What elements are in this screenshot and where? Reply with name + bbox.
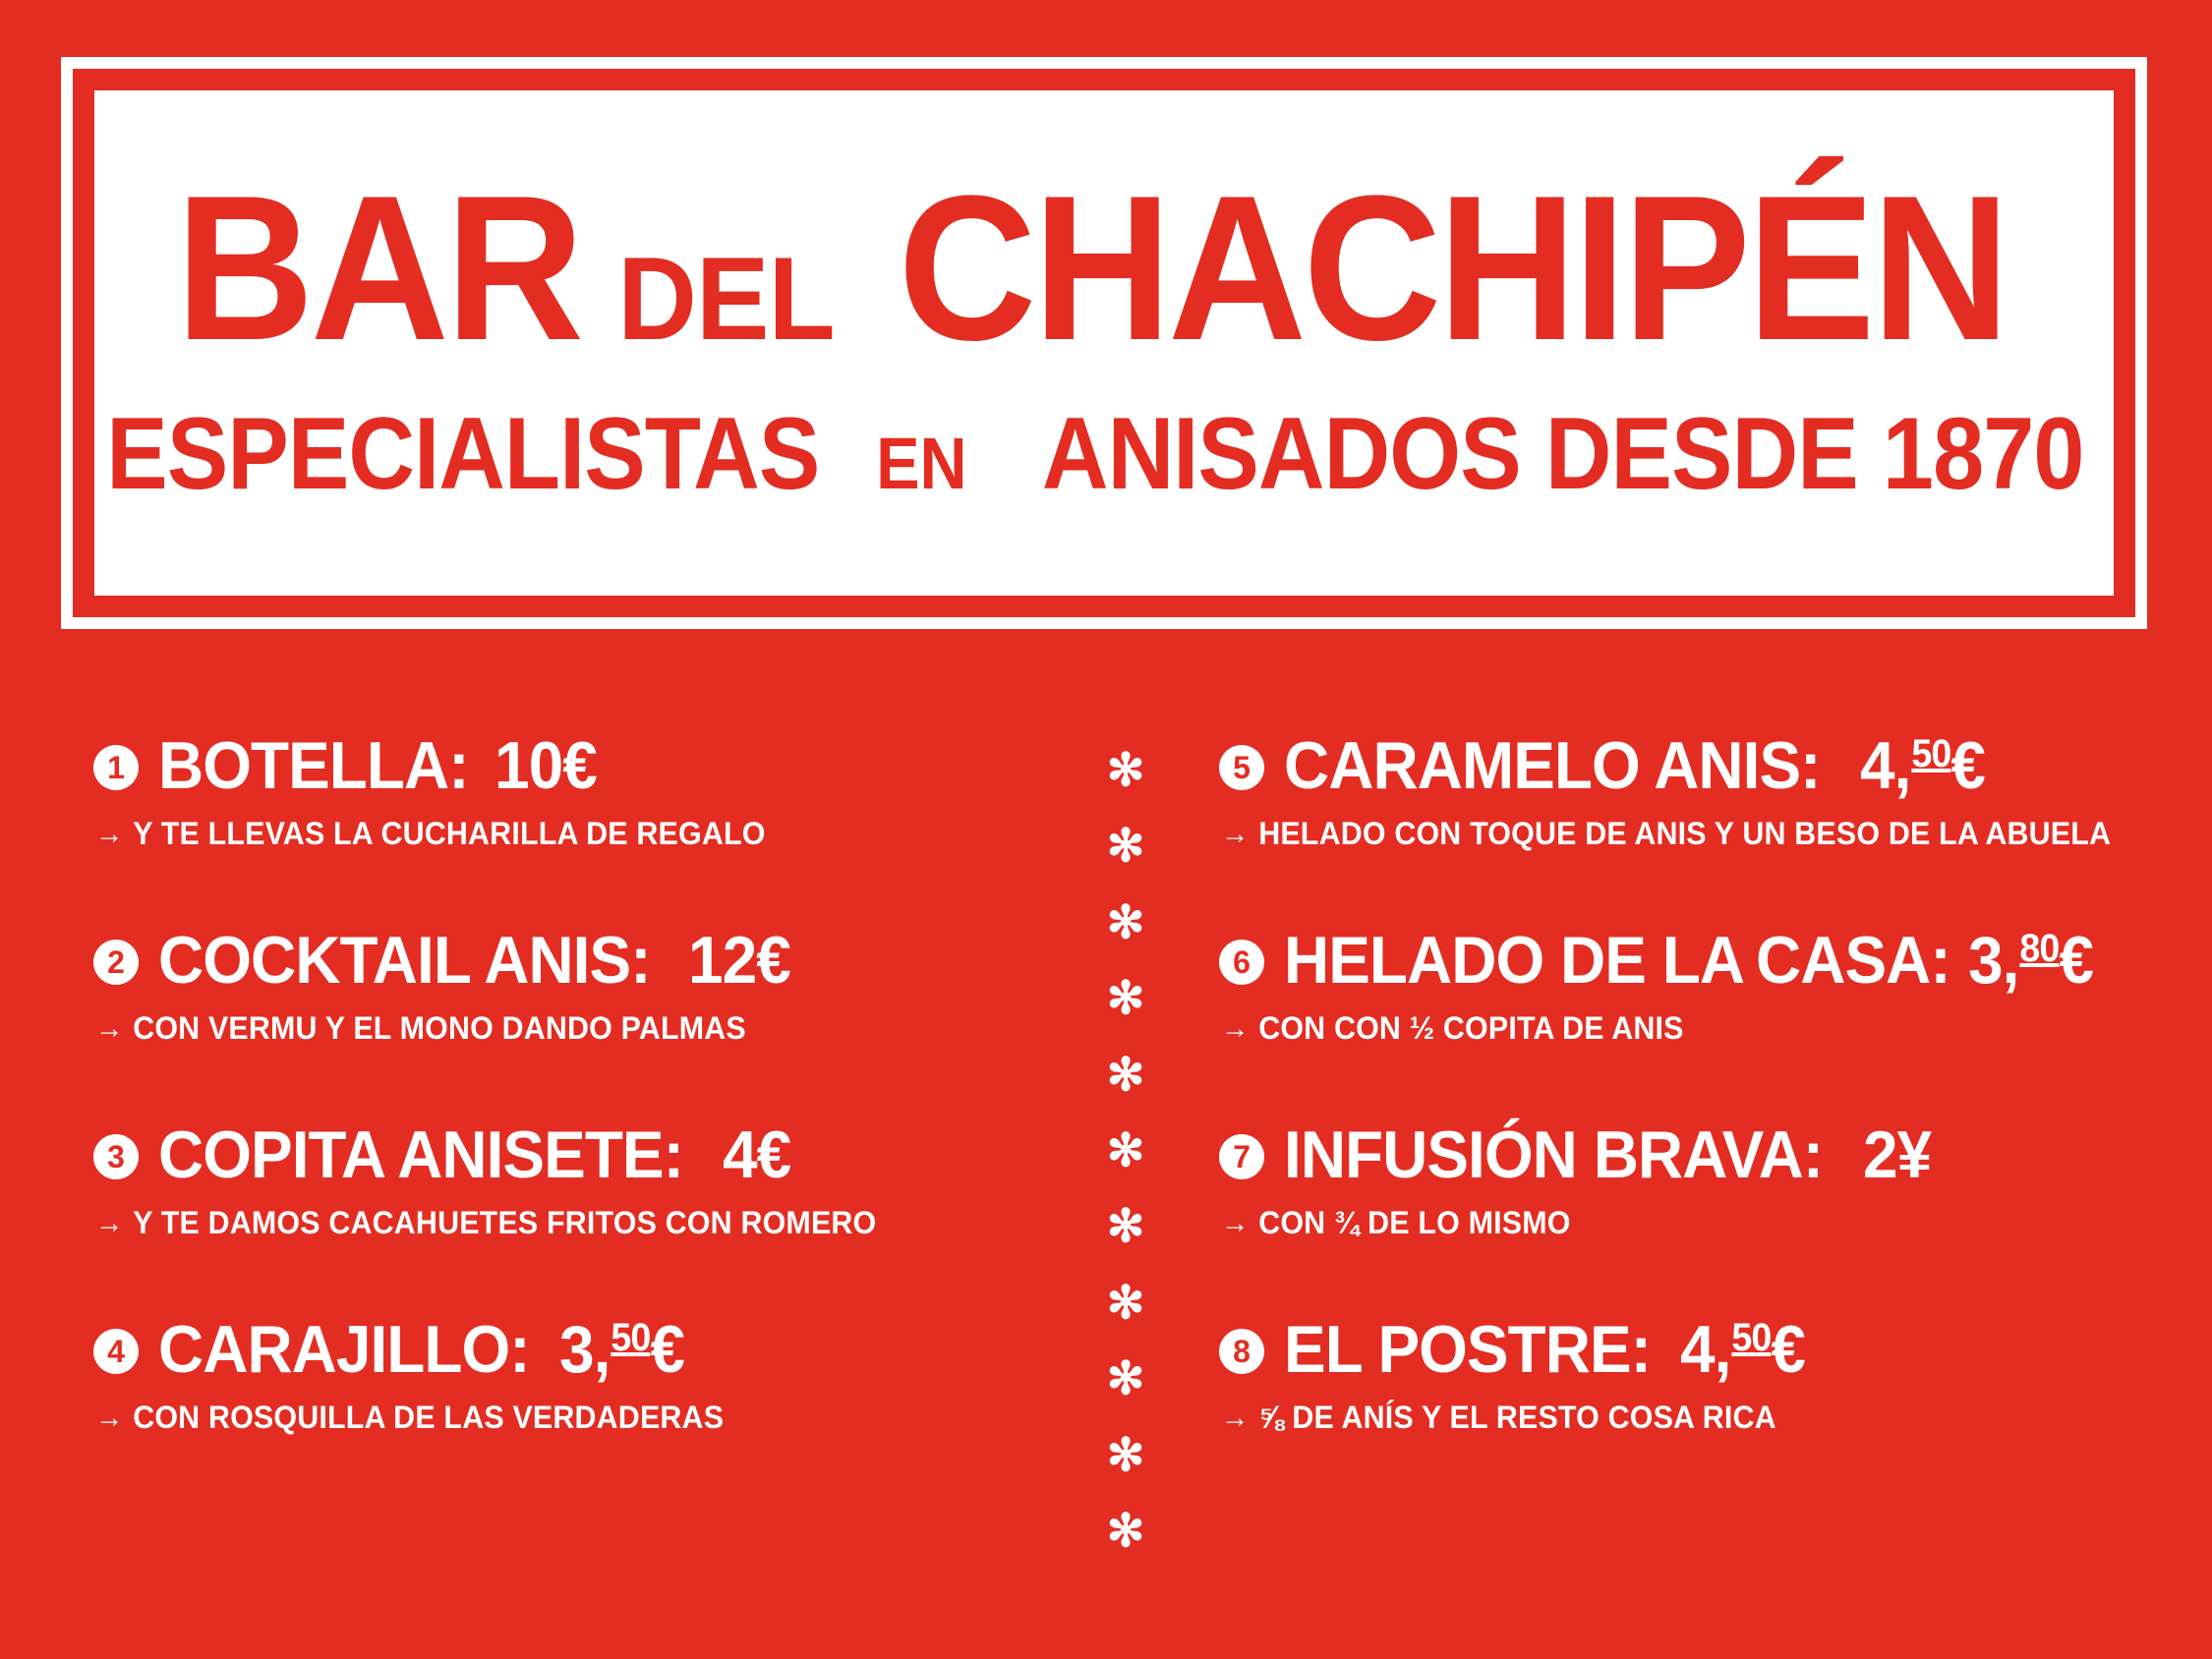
subtitle-part-anisados: ANISADOS DESDE 1870 — [1041, 397, 2084, 512]
menu-item-name: CARAMELO ANIS: — [1284, 728, 1821, 803]
title-part-del: DEL — [617, 232, 835, 365]
arrow-icon: → — [1221, 1206, 1250, 1239]
asterisk-icon: ✻ — [1106, 972, 1145, 1024]
asterisk-icon: ✻ — [1106, 895, 1145, 947]
menu-item-head — [1219, 922, 2163, 999]
menu-item-price: 4€ — [723, 1117, 791, 1192]
menu-item-head — [93, 922, 1037, 999]
menu-item-price: 12€ — [687, 923, 790, 998]
menu-item-description-row — [95, 816, 990, 852]
menu-item-number: 8 — [1219, 1329, 1264, 1374]
menu-item-number: 6 — [1219, 940, 1264, 985]
asterisk-icon: ✻ — [1106, 1276, 1145, 1328]
arrow-icon: → — [95, 1011, 124, 1045]
title-part-chachipen: CHACHIPÉN — [898, 151, 2007, 383]
menu-item-name: COCKTAIL ANIS: — [158, 923, 651, 998]
menu-item-description: Y TE DAMOS CACAHUETES FRITOS CON ROMERO — [133, 1205, 877, 1240]
menu-item-description-row — [95, 1010, 990, 1047]
menu-item — [93, 922, 1037, 1046]
menu-item-description: CON VERMU Y EL MONO DANDO PALMAS — [133, 1010, 746, 1046]
menu-item-name: BOTELLA: — [158, 728, 469, 803]
asterisk-icon: ✻ — [1106, 1428, 1145, 1480]
menu-item-price: 10€ — [494, 728, 597, 803]
menu-item-name-connector: DE LA — [1560, 923, 1745, 998]
menu-item-description: CON CON ½ COPITA DE ANIS — [1258, 1010, 1684, 1046]
menu-item-price: 3,80€ — [1968, 923, 2094, 998]
menu-item-head — [1219, 727, 2163, 804]
menu-item-description-row — [1221, 1400, 2116, 1436]
menu-item-description: CON ¾ DE LO MISMO — [1258, 1205, 1571, 1240]
menu-item — [1219, 1116, 2163, 1240]
subtitle-part-en: EN — [875, 423, 967, 505]
menu-item-cents: 50 — [1731, 1316, 1772, 1359]
menu-item-description: Y TE LLEVAS LA CUCHARILLA DE REGALO — [133, 816, 766, 851]
menu-item — [93, 1311, 1037, 1435]
menu-item-description-row — [1221, 1010, 2116, 1047]
menu-item-number: 4 — [93, 1329, 139, 1374]
arrow-icon: → — [95, 817, 124, 850]
menu-item-name: EL POSTRE: — [1284, 1312, 1652, 1387]
menu-item-currency: € — [2059, 923, 2094, 998]
menu-item-name: COPITA ANISETE: — [158, 1117, 683, 1192]
menu-item-description-row — [1221, 1205, 2116, 1241]
menu-item — [1219, 1311, 2163, 1435]
menu-item-head — [93, 727, 1037, 804]
menu-item-description: CON ROSQUILLA DE LAS VERDADERAS — [133, 1400, 725, 1435]
page-title — [160, 151, 2048, 383]
menu-item-name: CARAJILLO: — [158, 1312, 530, 1387]
menu-item-cents: 80 — [2019, 927, 2060, 970]
menu-item-price: 4,50€ — [1679, 1312, 1805, 1387]
menu-item-description-row — [95, 1205, 990, 1241]
menu-item-description: HELADO CON TOQUE DE ANIS Y UN BESO DE LA ABUELA — [1258, 816, 2112, 851]
menu-item-number: 5 — [1219, 745, 1264, 790]
menu-item-currency: € — [650, 1312, 684, 1387]
asterisk-icon: ✻ — [1106, 1048, 1145, 1100]
asterisk-icon: ✻ — [1106, 1200, 1145, 1252]
asterisk-icon: ✻ — [1106, 1352, 1145, 1404]
menu-item-number: 2 — [93, 940, 139, 985]
menu-item-cents: 50 — [611, 1316, 651, 1359]
menu-item — [1219, 922, 2163, 1046]
menu-item-name-second: CASA: — [1756, 923, 1950, 998]
asterisk-icon: ✻ — [1106, 744, 1145, 795]
menu-item-description-row — [95, 1400, 990, 1436]
menu-column-right — [1219, 727, 2163, 1506]
menu-item-name: HELADO — [1284, 923, 1544, 998]
subtitle-part-especialistas: ESPECIALISTAS — [106, 397, 820, 512]
menu-item-price: 3,50€ — [558, 1312, 684, 1387]
title-part-bar: BAR — [175, 151, 581, 383]
menu-item-number: 1 — [93, 745, 139, 790]
arrow-icon: → — [1221, 1401, 1250, 1434]
menu-item-head — [1219, 1311, 2163, 1388]
menu-item-cents: 50 — [1911, 732, 1951, 775]
asterisk-icon: ✻ — [1106, 1504, 1145, 1556]
header-sign — [61, 57, 2147, 629]
menu-item-name: INFUSIÓN BRAVA: — [1284, 1117, 1824, 1192]
menu-item — [93, 1116, 1037, 1240]
menu-item-head — [93, 1311, 1037, 1388]
asterisk-icon: ✻ — [1106, 1123, 1145, 1175]
menu-item-price: 2¥ — [1863, 1117, 1932, 1192]
menu-item-price: 4,50€ — [1860, 728, 1986, 803]
asterisk-icon: ✻ — [1106, 820, 1145, 872]
menu-item-number: 3 — [93, 1134, 139, 1179]
menu-item-description: ⅝ DE ANÍS Y EL RESTO COSA RICA — [1258, 1400, 1776, 1435]
arrow-icon: → — [1221, 1011, 1250, 1045]
menu-column-left — [93, 727, 1037, 1506]
page-subtitle — [67, 396, 2141, 513]
header-sign-inner — [94, 90, 2114, 596]
menu-item-head — [93, 1116, 1037, 1193]
menu-item-description-row — [1221, 816, 2116, 852]
arrow-icon: → — [95, 1206, 124, 1239]
menu-item-currency: € — [1950, 728, 1986, 803]
menu-item-head — [1219, 1116, 2163, 1193]
asterisk-divider — [1106, 744, 1145, 1556]
menu-item — [93, 727, 1037, 851]
menu-item-currency: € — [1771, 1312, 1805, 1387]
menu-item-number: 7 — [1219, 1134, 1264, 1179]
arrow-icon: → — [1221, 817, 1250, 850]
arrow-icon: → — [95, 1401, 124, 1434]
menu-item — [1219, 727, 2163, 851]
